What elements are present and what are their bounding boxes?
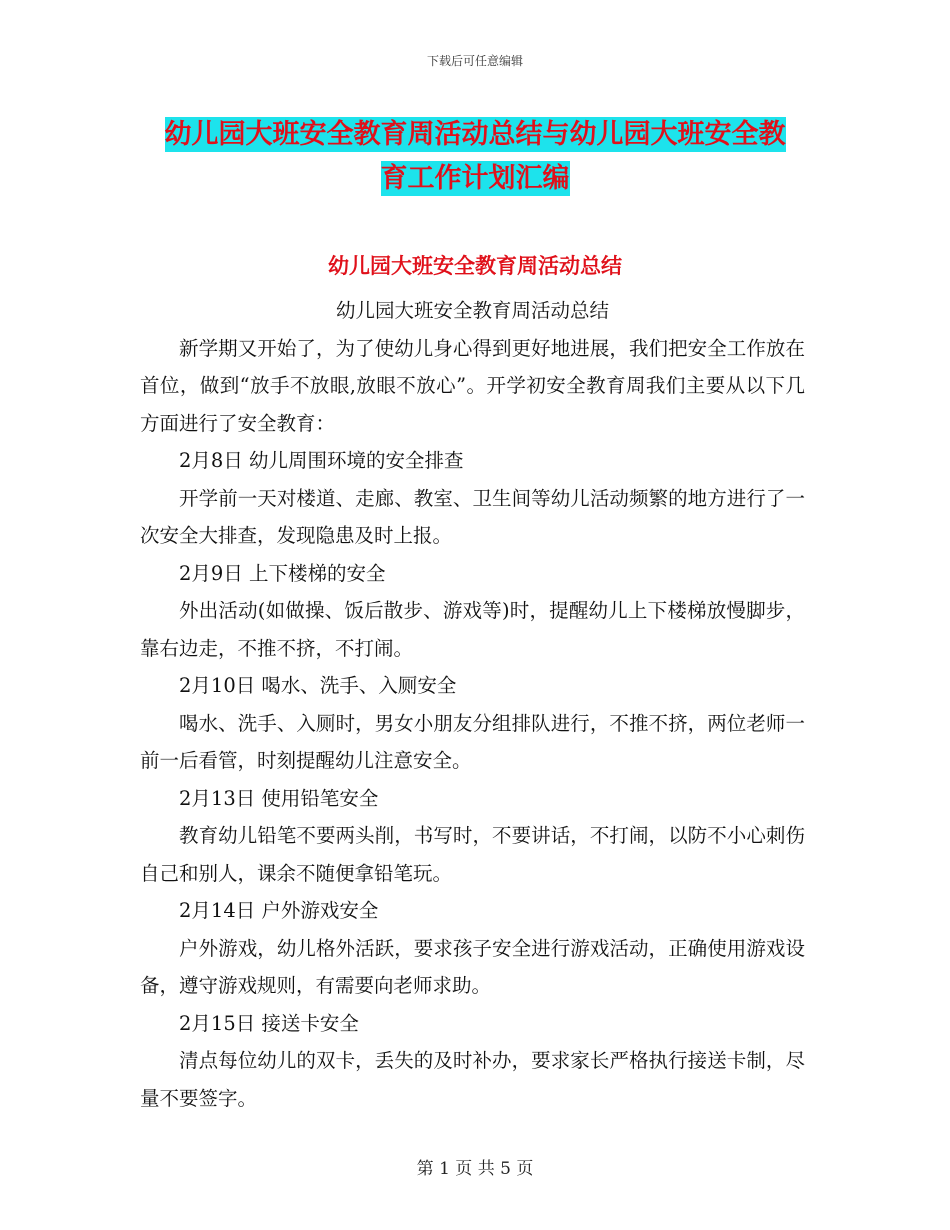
date-heading: 2月15日 接送卡安全 bbox=[179, 1011, 359, 1035]
document-body bbox=[140, 292, 805, 1117]
date-heading: 2月13日 使用铅笔安全 bbox=[179, 786, 379, 810]
title-highlight-1: 幼儿园大班安全教育周活动总结与幼儿园大班安全教 bbox=[164, 119, 786, 150]
date-heading: 2月10日 喝水、洗手、入厕安全 bbox=[179, 674, 457, 697]
paragraph: 开学前一天对楼道、走廊、教室、卫生间等幼儿活动频繁的地方进行了一次安全大排查，发现隐患及时上报。 bbox=[140, 486, 805, 547]
document-title-line-1 bbox=[0, 112, 950, 151]
date-heading: 2月9日 上下楼梯的安全 bbox=[179, 561, 386, 585]
section-title: 幼儿园大班安全教育周活动总结 bbox=[328, 254, 622, 278]
paragraph: 清点每位幼儿的双卡，丢失的及时补办，要求家长严格执行接送卡制，尽量不要签字。 bbox=[140, 1049, 805, 1110]
page-header: 下载后可任意编辑 bbox=[426, 54, 523, 68]
paragraph: 户外游戏，幼儿格外活跃，要求孩子安全进行游戏活动，正确使用游戏设备，遵守游戏规则，有需要向老师求助。 bbox=[140, 936, 805, 997]
page-footer: 第 1 页 共 5 页 bbox=[416, 1159, 534, 1179]
paragraph: 新学期又开始了，为了使幼儿身心得到更好地进展，我们把安全工作放在首位，做到“放手不放眼,放眼不放心”。开学初安全教育周我们主要从以下几方面进行了安全教育： bbox=[140, 336, 805, 435]
title-highlight-2: 育工作计划汇编 bbox=[380, 163, 570, 194]
date-heading: 2月8日 幼儿周围环境的安全排查 bbox=[179, 449, 464, 472]
date-heading: 2月14日 户外游戏安全 bbox=[179, 899, 379, 922]
paragraph-heading: 幼儿园大班安全教育周活动总结 bbox=[335, 299, 609, 322]
paragraph: 喝水、洗手、入厕时，男女小朋友分组排队进行，不推不挤，两位老师一前一后看管，时刻提醒幼儿注意安全。 bbox=[140, 711, 805, 772]
paragraph: 教育幼儿铅笔不要两头削，书写时，不要讲话，不打闹，以防不小心刺伤自己和别人，课余不随便拿铅笔玩。 bbox=[140, 824, 805, 885]
paragraph: 外出活动(如做操、饭后散步、游戏等)时，提醒幼儿上下楼梯放慢脚步，靠右边走，不推不挤，不打闹。 bbox=[140, 599, 805, 660]
document-title-line-2 bbox=[0, 156, 950, 195]
